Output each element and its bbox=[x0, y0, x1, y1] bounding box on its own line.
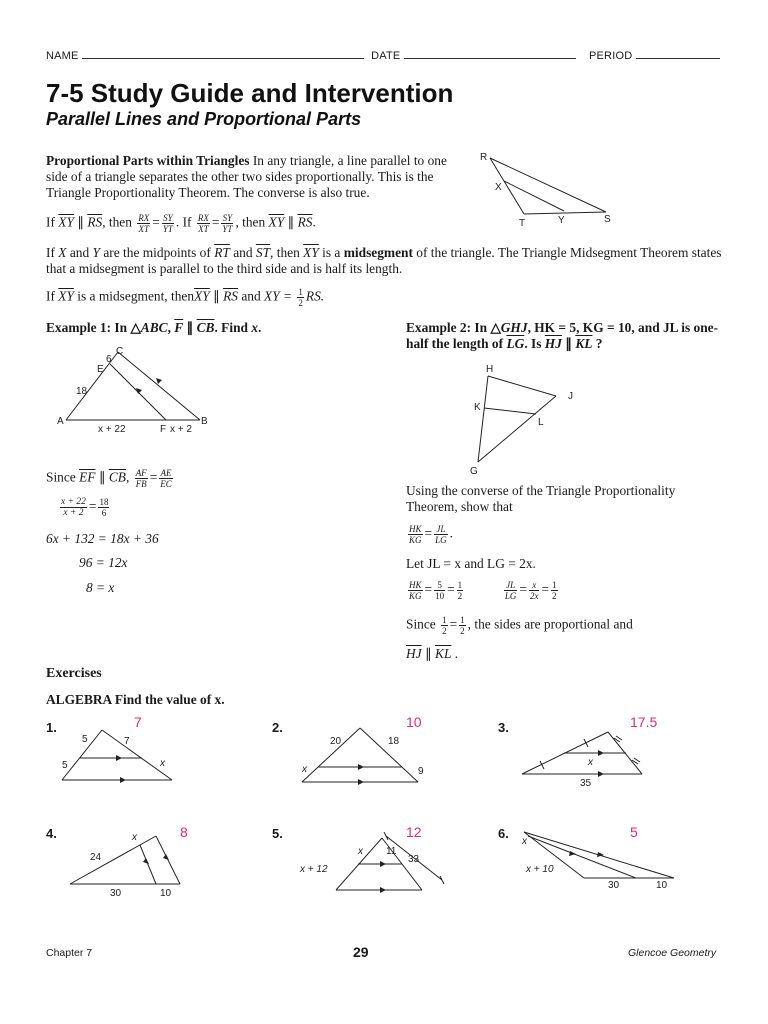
label-Y: Y bbox=[558, 215, 565, 226]
exercise-5-number: 5. bbox=[272, 826, 283, 841]
exercise-6-answer: 5 bbox=[630, 824, 638, 840]
svg-text:18: 18 bbox=[76, 386, 88, 397]
example2-since: Since $\frac{1}{2}$ = $\frac{1}{2}$ , the sides are proportional and bbox=[406, 615, 633, 636]
fraction-sy-yt: $\frac{SY}{YT}$ bbox=[162, 213, 173, 234]
exercise-4-answer: 8 bbox=[180, 824, 188, 840]
name-label: NAME bbox=[46, 50, 79, 62]
svg-text:x + 2: x + 2 bbox=[170, 424, 192, 435]
midsegment-keyword: midsegment bbox=[343, 245, 413, 260]
svg-text:9: 9 bbox=[418, 766, 424, 777]
svg-text:C: C bbox=[116, 346, 124, 357]
exercise-1-number: 1. bbox=[46, 720, 57, 735]
example2-heading: Example 2: In △GHJ, HK = 5, KG = 10, and JL is one-half the length of $\overline{LG}$. Is $\overline{HJ}$ ∥ $\overline{KL}$ ? bbox=[406, 320, 719, 351]
svg-text:5: 5 bbox=[82, 734, 88, 745]
svg-text:30: 30 bbox=[110, 888, 122, 899]
svg-text:x: x bbox=[160, 758, 165, 769]
theorem-statement: If $\overline{XY}$ ∥ $\overline{RS}$, then $\frac{RX}{XT}$ = $\frac{SY}{YT}$ . If $\frac{RX}{XT}$ = $\frac{SY}{YT}$ , then $\overline{XY}$ ∥ $\overline{RS}$. bbox=[46, 213, 316, 234]
svg-text:7: 7 bbox=[124, 736, 130, 747]
page-title: 7-5 Study Guide and Intervention bbox=[46, 78, 454, 108]
midsegment-statement: If $\overline{XY}$ is a midsegment, $then\overline{XY}$ ∥ $\overline{RS}$ and XY = $\frac{1}{2}$ RS. bbox=[46, 287, 325, 308]
exercise-1-diagram bbox=[56, 724, 186, 790]
svg-text:B: B bbox=[201, 416, 208, 427]
header-line bbox=[46, 47, 726, 62]
text-if-2: . If bbox=[175, 214, 192, 230]
example1-proportion: $\frac{x + 22}{x + 2}$ = $\frac{18}{6}$ bbox=[61, 497, 109, 518]
footer-publisher: Glencoe Geometry bbox=[628, 947, 717, 959]
line-rs-2: $\overline{RS}$ bbox=[297, 214, 313, 230]
text-then: , then bbox=[102, 214, 132, 230]
example2-conclusion: $\overline{HJ}$ ∥ $\overline{KL}$ . bbox=[406, 646, 459, 661]
svg-text:10: 10 bbox=[160, 888, 172, 899]
svg-text:J: J bbox=[568, 391, 573, 402]
svg-text:x + 22: x + 22 bbox=[98, 424, 126, 435]
triangle-rst-diagram bbox=[478, 148, 618, 228]
exercise-3-number: 3. bbox=[498, 720, 509, 735]
svg-text:L: L bbox=[538, 417, 544, 428]
exercises-heading: Exercises bbox=[46, 666, 102, 681]
label-R: R bbox=[480, 152, 488, 163]
svg-text:10: 10 bbox=[656, 880, 668, 891]
fraction-rx-xt-2: $\frac{RX}{XT}$ bbox=[197, 213, 209, 234]
svg-text:24: 24 bbox=[90, 852, 102, 863]
fraction-rx-xt: $\frac{RX}{XT}$ bbox=[138, 213, 150, 234]
example1-step3: 8 = x bbox=[86, 580, 115, 595]
svg-text:11: 11 bbox=[386, 846, 397, 857]
fraction-one-half: $\frac{1}{2}$ bbox=[298, 287, 303, 308]
svg-text:18: 18 bbox=[388, 736, 400, 747]
line-rs: $\overline{RS}$ bbox=[87, 214, 103, 230]
svg-text:30: 30 bbox=[608, 880, 620, 891]
svg-text:x: x bbox=[132, 832, 137, 843]
text-if: If bbox=[46, 214, 55, 230]
svg-text:H: H bbox=[486, 364, 494, 375]
line-xy: $\overline{XY}$ bbox=[58, 214, 74, 230]
example1-diagram bbox=[56, 344, 216, 436]
svg-text:E: E bbox=[97, 364, 104, 375]
example1-step2: 96 = 12x bbox=[79, 555, 128, 570]
exercise-3-diagram bbox=[516, 728, 656, 794]
svg-text:6: 6 bbox=[106, 354, 112, 365]
svg-text:K: K bbox=[474, 402, 481, 413]
svg-text:G: G bbox=[470, 466, 478, 477]
date-label: DATE bbox=[371, 50, 401, 62]
svg-text:x + 10: x + 10 bbox=[526, 864, 554, 875]
period-field[interactable] bbox=[636, 47, 720, 59]
svg-text:x: x bbox=[522, 836, 527, 847]
footer-page-number: 29 bbox=[353, 944, 369, 960]
label-X: X bbox=[495, 182, 502, 193]
exercise-3-answer: 17.5 bbox=[630, 714, 658, 730]
period-label: PERIOD bbox=[588, 50, 633, 62]
intro-paragraph bbox=[46, 153, 458, 201]
example2-using: Using the converse of the Triangle Proportionality Theorem, show that bbox=[406, 483, 676, 514]
label-T: T bbox=[519, 218, 526, 228]
svg-text:F: F bbox=[160, 424, 167, 435]
example1-since: Since $\overline{EF}$ ∥ $\overline{CB}$, $\frac{AF}{FB}$ = $\frac{AE}{EC}$ bbox=[46, 468, 172, 489]
svg-text:35: 35 bbox=[580, 778, 592, 789]
example2-ratios: $\frac{HK}{KG}$ = $\frac{5}{10}$ = $\frac{1}{2}$ $\frac{JL}{LG}$ = $\frac{x}{2x}$ = $\frac{1}{2}$ bbox=[409, 580, 557, 601]
exercise-6-diagram bbox=[514, 828, 684, 892]
exercise-5-diagram bbox=[296, 832, 456, 904]
date-field[interactable] bbox=[404, 47, 576, 59]
name-field[interactable] bbox=[82, 47, 364, 59]
label-S: S bbox=[604, 214, 611, 225]
footer-chapter: Chapter 7 bbox=[46, 947, 93, 959]
svg-text:33: 33 bbox=[408, 854, 420, 865]
exercise-2-answer: 10 bbox=[406, 714, 422, 730]
exercise-4-number: 4. bbox=[46, 826, 57, 841]
exercises-instruction: ALGEBRA Find the value of x. bbox=[46, 692, 225, 707]
example2-show-fraction: $\frac{HK}{KG}$ = $\frac{JL}{LG}$ . bbox=[409, 524, 453, 545]
svg-text:A: A bbox=[57, 416, 64, 427]
exercise-6-number: 6. bbox=[498, 826, 509, 841]
example1-heading: Example 1: In △ABC, $\overline{F}$ ∥ $\overline{C}\overline{B}$. Find x. bbox=[46, 320, 262, 335]
midsegment-paragraph: If X and Y are the midpoints of $\overline{RT}$ and $\overline{ST}$, then $\overline{XY}$ is a midsegment of the triangle. The Triangle Midsegment Theorem states that a midsegment is parallel to the third side and is half its length. bbox=[46, 245, 722, 276]
svg-text:5: 5 bbox=[62, 760, 68, 771]
page-subtitle: Parallel Lines and Proportional Parts bbox=[46, 109, 362, 129]
exercise-4-diagram bbox=[60, 828, 190, 902]
svg-text:x: x bbox=[588, 757, 593, 768]
intro-heading: Proportional Parts within Triangles bbox=[46, 153, 250, 168]
example2-diagram bbox=[466, 362, 586, 480]
exercise-2-number: 2. bbox=[272, 720, 283, 735]
exercise-5-answer: 12 bbox=[406, 824, 422, 840]
text-then-2: , then bbox=[235, 214, 266, 230]
line-xy-2: $\overline{XY}$ bbox=[268, 214, 285, 230]
exercise-1-answer: 7 bbox=[134, 714, 142, 730]
fraction-sy-yt-2: $\frac{SY}{YT}$ bbox=[222, 213, 233, 234]
svg-text:x: x bbox=[302, 764, 307, 775]
example2-let: Let JL = x and LG = 2x. bbox=[406, 556, 536, 571]
svg-text:20: 20 bbox=[330, 736, 342, 747]
exercise-2-diagram bbox=[296, 722, 436, 788]
intro-text: In any triangle, a line parallel to one side of a triangle separates the other two sides proportionally. This is the Triangle Proportionality Theorem. The converse is also true. bbox=[46, 153, 447, 200]
svg-text:x + 12: x + 12 bbox=[300, 864, 328, 875]
svg-text:x: x bbox=[358, 846, 363, 857]
example1-step1: 6x + 132 = 18x + 36 bbox=[46, 531, 159, 546]
